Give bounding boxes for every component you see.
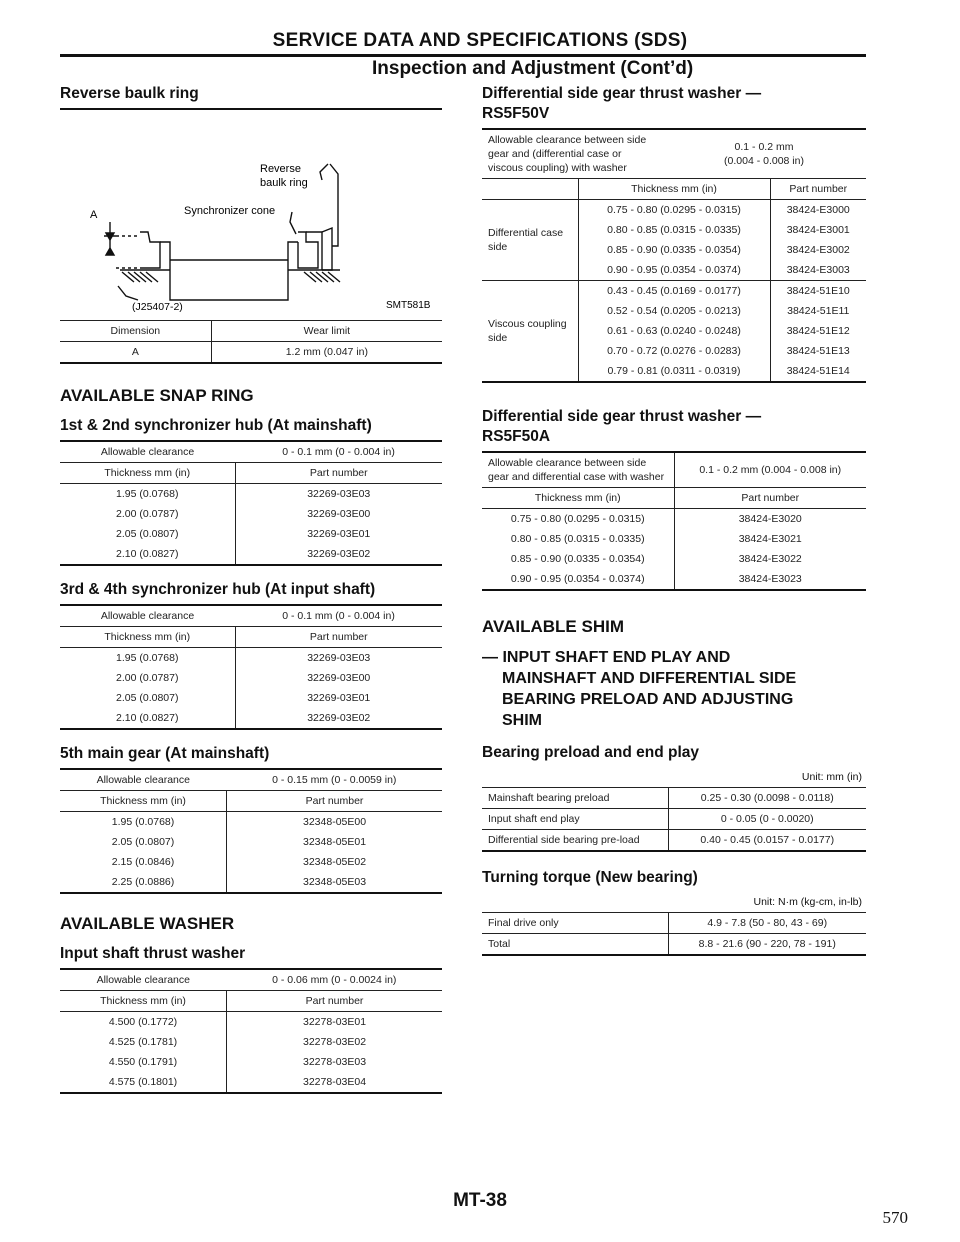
- table-cell: 1.95 (0.0768): [60, 648, 235, 669]
- table-header: Wear limit: [303, 325, 351, 337]
- preload-unit: Unit: mm (in): [801, 771, 862, 783]
- table-header: Thickness mm (in): [60, 463, 235, 484]
- shim-subheading-3: BEARING PRELOAD AND ADJUSTING: [502, 691, 794, 708]
- table-cell: 32278-03E02: [303, 1036, 367, 1048]
- table-end-rule: [482, 589, 866, 591]
- table-cell: 2.05 (0.0807): [60, 688, 235, 708]
- table-cell: Final drive only: [482, 913, 668, 934]
- table-cell: 2.05 (0.0807): [60, 524, 235, 544]
- table-cell: 32269-03E03: [307, 652, 371, 664]
- torque-unit: Unit: N·m (kg-cm, in-lb): [753, 896, 862, 908]
- table-header: Part number: [309, 467, 368, 479]
- table-cell: 4.9 - 7.8 (50 - 80, 43 - 69): [707, 917, 828, 929]
- hub12-heading: 1st & 2nd synchronizer hub (At mainshaft): [60, 417, 372, 434]
- diff-v-parts-table: [482, 178, 866, 381]
- right-column: [482, 84, 866, 956]
- washer-heading: AVAILABLE WASHER: [60, 914, 235, 933]
- table-header: Thickness mm (in): [482, 488, 674, 509]
- page-code: MT-38: [453, 1190, 507, 1211]
- clearance-label: Allowable clearance: [100, 610, 195, 622]
- table-cell: 32269-03E03: [307, 488, 371, 500]
- reverse-label: Reverse: [260, 163, 301, 175]
- table-cell: 0.40 - 0.45 (0.0157 - 0.0177): [700, 834, 835, 846]
- table-cell: 0.70 - 0.72 (0.0276 - 0.0283): [578, 341, 770, 361]
- table-cell: 38424-51E11: [787, 305, 850, 317]
- clearance-value: 0 - 0.15 mm (0 - 0.0059 in): [272, 774, 397, 786]
- table-cell: 38424-51E10: [786, 285, 850, 297]
- diff-a-heading-1: Differential side gear thrust washer —: [482, 408, 762, 425]
- table-header: Part number: [741, 492, 800, 504]
- table-cell: 1.2 mm (0.047 in): [285, 346, 368, 358]
- table-cell: 2.00 (0.0787): [60, 668, 235, 688]
- figure-code-label: SMT581B: [386, 300, 431, 311]
- table-cell: 32269-03E01: [307, 692, 371, 704]
- table-end-rule: [482, 850, 866, 852]
- table-end-rule: [60, 362, 442, 364]
- baulk-ring-diagram: [60, 110, 442, 320]
- table-cell: 0.75 - 0.80 (0.0295 - 0.0315): [578, 200, 770, 221]
- table-header: Part number: [309, 631, 368, 643]
- table-cell: 32269-03E02: [307, 548, 371, 560]
- table-cell: 32278-03E03: [303, 1056, 367, 1068]
- table-cell: 38424-E3021: [738, 533, 802, 545]
- clearance-mm: 0.1 - 0.2 mm: [734, 141, 794, 153]
- left-column: [60, 84, 442, 1094]
- table-cell: Mainshaft bearing preload: [482, 788, 668, 809]
- table-cell: 32348-05E00: [303, 816, 367, 828]
- shim-subheading-1: — INPUT SHAFT END PLAY AND: [482, 649, 731, 666]
- table-cell: A: [60, 342, 211, 363]
- table-cell: 32278-03E04: [303, 1076, 367, 1088]
- table-cell: 0.25 - 0.30 (0.0098 - 0.0118): [700, 792, 834, 804]
- table-cell: 38424-E3022: [738, 553, 802, 565]
- hub12-table: [60, 442, 442, 564]
- table-end-rule: [60, 1092, 442, 1094]
- table-header: Thickness mm (in): [60, 991, 227, 1012]
- table-cell: 0.90 - 0.95 (0.0354 - 0.0374): [578, 260, 770, 281]
- table-end-rule: [482, 381, 866, 383]
- table-header: Part number: [305, 995, 364, 1007]
- clearance-label: Allowable clearance: [100, 446, 195, 458]
- group-label: Viscous coupling side: [482, 281, 578, 382]
- clearance-label: Allowable clearance between side gear and differential case with washer: [482, 453, 674, 488]
- input-shaft-washer-table: [60, 970, 442, 1092]
- torque-table: [482, 912, 866, 954]
- page-number: 570: [882, 1208, 908, 1227]
- table-cell: 0.43 - 0.45 (0.0169 - 0.0177): [578, 281, 770, 302]
- table-cell: 0.85 - 0.90 (0.0335 - 0.0354): [482, 549, 674, 569]
- table-header: Part number: [789, 183, 848, 195]
- diff-a-table: [482, 453, 866, 589]
- clearance-in: (0.004 - 0.008 in): [724, 155, 804, 167]
- synchronizer-cone-label: Synchronizer cone: [184, 205, 276, 217]
- input-shaft-washer-heading: Input shaft thrust washer: [60, 945, 246, 962]
- table-header: Part number: [305, 795, 364, 807]
- table-cell: 0.79 - 0.81 (0.0311 - 0.0319): [578, 361, 770, 381]
- clearance-label: Allowable clearance: [96, 774, 190, 786]
- table-cell: 4.550 (0.1791): [60, 1052, 227, 1072]
- title-rule: [60, 54, 866, 57]
- table-header: Thickness mm (in): [60, 627, 235, 648]
- table-end-rule: [60, 728, 442, 730]
- table-cell: Input shaft end play: [482, 809, 668, 830]
- diff-v-heading-2: RS5F50V: [482, 105, 550, 122]
- table-cell: 2.15 (0.0846): [60, 852, 227, 872]
- clearance-value: 0 - 0.1 mm (0 - 0.004 in): [282, 610, 395, 622]
- table-cell: 38424-E3001: [786, 224, 850, 236]
- reverse-baulk-figure: [60, 110, 442, 320]
- table-cell: 2.25 (0.0886): [60, 872, 227, 892]
- table-cell: 2.10 (0.0827): [60, 708, 235, 728]
- table-cell: 32269-03E00: [307, 672, 371, 684]
- shim-subheading-2: MAINSHAFT AND DIFFERENTIAL SIDE: [502, 670, 797, 687]
- snap-ring-heading: AVAILABLE SNAP RING: [60, 386, 254, 405]
- table-cell: 38424-51E14: [786, 365, 850, 377]
- clearance-value: 0 - 0.1 mm (0 - 0.004 in): [282, 446, 395, 458]
- reverse-baulk-heading: Reverse baulk ring: [60, 85, 199, 102]
- tool-number-label: (J25407-2): [132, 301, 183, 313]
- table-cell: 2.05 (0.0807): [60, 832, 227, 852]
- table-cell: 2.10 (0.0827): [60, 544, 235, 564]
- table-end-rule: [60, 564, 442, 566]
- clearance-label: Allowable clearance: [96, 974, 190, 986]
- gear5-heading: 5th main gear (At mainshaft): [60, 745, 270, 762]
- preload-table: [482, 787, 866, 850]
- table-cell: 32269-03E00: [307, 508, 371, 520]
- table-cell: 0.52 - 0.54 (0.0205 - 0.0213): [578, 301, 770, 321]
- table-cell: 4.525 (0.1781): [60, 1032, 227, 1052]
- table-cell: 38424-E3000: [786, 204, 850, 216]
- table-cell: 32278-03E01: [303, 1016, 367, 1028]
- diff-v-table: [482, 130, 866, 178]
- table-cell: 38424-E3002: [786, 244, 850, 256]
- hub34-heading: 3rd & 4th synchronizer hub (At input shaft): [60, 581, 376, 598]
- table-cell: 4.500 (0.1772): [60, 1012, 227, 1033]
- page-subtitle: Inspection and Adjustment (Cont’d): [372, 58, 694, 79]
- page-title: SERVICE DATA AND SPECIFICATIONS (SDS): [272, 30, 688, 51]
- table-cell: 32269-03E01: [307, 528, 371, 540]
- clearance-value: 0 - 0.06 mm (0 - 0.0024 in): [272, 974, 397, 986]
- table-cell: 38424-E3020: [738, 513, 802, 525]
- table-cell: Total: [482, 934, 668, 955]
- diff-v-heading-1: Differential side gear thrust washer —: [482, 85, 762, 102]
- torque-heading: Turning torque (New bearing): [482, 869, 698, 886]
- reverse-baulk-table: [60, 320, 442, 362]
- gear5-table: [60, 770, 442, 892]
- table-cell: 8.8 - 21.6 (90 - 220, 78 - 191): [698, 938, 836, 950]
- table-cell: 4.575 (0.1801): [60, 1072, 227, 1092]
- table-end-rule: [60, 892, 442, 894]
- shim-heading: AVAILABLE SHIM: [482, 617, 624, 636]
- table-cell: 0.80 - 0.85 (0.0315 - 0.0335): [482, 529, 674, 549]
- table-cell: 0.61 - 0.63 (0.0240 - 0.0248): [578, 321, 770, 341]
- table-cell: 38424-51E12: [786, 325, 850, 337]
- table-cell: 1.95 (0.0768): [60, 484, 235, 505]
- table-cell: 38424-E3003: [786, 264, 850, 276]
- table-cell: 32269-03E02: [307, 712, 371, 724]
- table-cell: 38424-E3023: [738, 573, 802, 585]
- table-cell: 0.85 - 0.90 (0.0335 - 0.0354): [578, 240, 770, 260]
- table-cell: 32348-05E01: [303, 836, 367, 848]
- table-header: Dimension: [60, 321, 211, 342]
- table-cell: 0 - 0.05 (0 - 0.0020): [720, 813, 814, 825]
- table-header: Thickness mm (in): [60, 791, 227, 812]
- table-cell: 1.95 (0.0768): [60, 812, 227, 833]
- clearance-value: 0.1 - 0.2 mm (0.004 - 0.008 in): [699, 464, 842, 476]
- table-cell: 0.90 - 0.95 (0.0354 - 0.0374): [482, 569, 674, 589]
- table-cell: 32348-05E03: [303, 876, 367, 888]
- preload-heading: Bearing preload and end play: [482, 744, 700, 761]
- table-end-rule: [482, 954, 866, 956]
- table-cell: 32348-05E02: [303, 856, 367, 868]
- hub34-table: [60, 606, 442, 728]
- table-cell: 0.80 - 0.85 (0.0315 - 0.0335): [578, 220, 770, 240]
- baulk-ring-label: baulk ring: [260, 177, 308, 189]
- shim-subheading-4: SHIM: [502, 712, 542, 729]
- table-cell: 0.75 - 0.80 (0.0295 - 0.0315): [482, 509, 674, 530]
- table-cell: 2.00 (0.0787): [60, 504, 235, 524]
- clearance-label: Allowable clearance between side gear and (differential case or viscous coupling) with washer: [488, 134, 647, 174]
- group-label: Differential case side: [482, 200, 578, 281]
- clearance-value: [662, 130, 866, 178]
- table-header: Thickness mm (in): [578, 179, 770, 200]
- diff-a-heading-2: RS5F50A: [482, 428, 551, 445]
- dimension-a-label: A: [90, 209, 98, 221]
- table-cell: 38424-51E13: [786, 345, 850, 357]
- table-cell: Differential side bearing pre-load: [482, 830, 668, 851]
